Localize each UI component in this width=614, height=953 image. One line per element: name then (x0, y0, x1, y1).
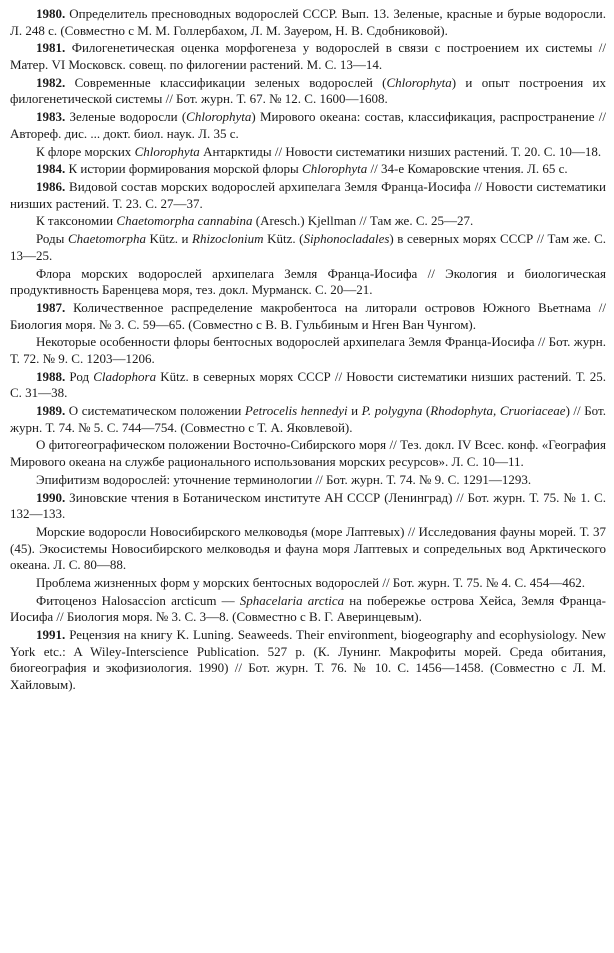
entry-latin-name: Rhodophyta, Cruoriaceae (430, 403, 566, 419)
entry-latin-name: Chlorophyta (134, 143, 200, 159)
bibliography-entry (10, 472, 606, 489)
entry-text: Филогенетическая оценка морфогенеза у водорослей в связи с построением их системы // Матер. VI Московск. совещ. по филогении растений. М. С. 13—14. (10, 40, 606, 72)
entry-text: Kütz. и (145, 231, 193, 247)
bibliography-entry (10, 213, 606, 230)
entry-year: 1989. (36, 403, 66, 419)
entry-text: Kütz. в северных морях СССР // Новости систематики низших растений. Т. 25. С. 31—38. (10, 368, 606, 401)
entry-year: 1980. (36, 6, 66, 21)
bibliography-entry (10, 334, 606, 367)
entry-text: К таксономии (36, 213, 117, 229)
entry-text: К флоре морских (36, 143, 135, 159)
entry-text: Род (65, 368, 94, 384)
bibliography-entry (10, 524, 606, 574)
entry-text: Определитель пресноводных водорослей СССР. Вып. 13. Зеленые, красные и бурые водоросли. Л. 248 с. (Совместно с М. М. Голлербахом, Л. М. Зауером, Н. В. Сдобниковой). (10, 6, 606, 38)
entry-text: (Aresch.) Kjellman // Там же. С. 25—27. (252, 213, 474, 229)
entry-latin-name: Siphonocladales (303, 231, 390, 247)
entry-text: Зеленые водоросли ( (65, 109, 187, 125)
entry-text: Эпифитизм водорослей: уточнение терминологии // Бот. журн. Т. 74. № 9. С. 1291—1293. (36, 471, 532, 487)
entry-text: Морские водоросли Новосибирского мелководья (море Лаптевых) // Исследования фауны морей. Т. 37 (45). Экосистемы Новосибирского мелководья и фауна моря Лаптевых и сопредельных вод Арктического океана. Л. С. 80—88. (10, 524, 606, 573)
bibliography-entry (10, 231, 606, 264)
bibliography-entry (10, 75, 606, 108)
entry-text: на побережье острова Хейса, Земля Франца-Иосифа // Биология моря. № 3. С. 3—8. (Совместно с В. Г. Аверинцевым). (10, 592, 606, 625)
entry-text: Рецензия на книгу K. Luning. Seaweeds. Their environment, biogeography and ecophysiology. New York etc.: A Wiley-Interscience Publication. 527 p. (К. Лунинг. Макрофиты морей. Среда обитания, биогеография и экофизиология. 1990) // Бот. журн. Т. 76. № 10. С. 1456—1458. (Совместно с Л. М. Хайловым). (10, 627, 606, 692)
entry-text: ) Мирового океана: состав, классификация, распространение // Автореф. дис. ... докт. биол. наук. Л. 35 с. (10, 109, 606, 141)
entry-text: Количественное распределение макробентоса на литорали островов Южного Вьетнама // Биология моря. № 3. С. 59—65. (Совместно с В. В. Гульбиным и Нген Ван Чунгом). (10, 299, 606, 332)
entry-text: и (347, 403, 362, 419)
bibliography-entry (10, 179, 606, 212)
entry-text: Некоторые особенности флоры бентосных водорослей архипелага Земля Франца-Иосифа // Бот. журн. Т. 72. № 9. С. 1203—1206. (10, 334, 606, 366)
bibliography-entry (10, 161, 606, 178)
entry-text: Видовой состав морских водорослей архипелага Земля Франца-Иосифа // Новости систематики низших растений. Т. 23. С. 27—37. (10, 179, 606, 211)
entry-year: 1991. (36, 627, 66, 643)
entry-text: Роды (36, 231, 68, 247)
entry-year: 1983. (36, 109, 66, 125)
entry-text: Фитоценоз Halosaccion arcticum — (36, 592, 240, 608)
entry-text: ) и опыт построения их филогенетической системы // Бот. журн. Т. 67. № 12. С. 1600—1608. (10, 74, 606, 107)
entry-text: Зиновские чтения в Ботаническом институте АН СССР (Ленинград) // Бот. журн. Т. 75. № 1. С. 132—133. (10, 489, 606, 522)
entry-text: Современные классификации зеленых водорослей ( (65, 74, 387, 90)
entry-year: 1988. (36, 368, 66, 384)
entry-text: О систематическом положении (65, 403, 245, 419)
entry-year: 1987. (36, 299, 66, 315)
entry-latin-name: Cladophora (93, 368, 157, 384)
entry-text: Проблема жизненных форм у морских бентосных водорослей // Бот. журн. Т. 75. № 4. С. 454—462. (36, 574, 585, 590)
bibliography-entry (10, 144, 606, 161)
entry-text: Kütz. ( (263, 231, 304, 247)
entry-text: Антарктиды // Новости систематики низших растений. Т. 20. С. 10—18. (199, 143, 602, 159)
entry-latin-name: Chaetomorpha (67, 231, 146, 247)
entry-latin-name: Chlorophyta (302, 161, 368, 177)
bibliography-entry (10, 575, 606, 592)
entry-text: К истории формирования морской флоры (65, 161, 303, 177)
bibliography-entry (10, 627, 606, 693)
entry-year: 1990. (36, 489, 66, 505)
bibliography-entry (10, 437, 606, 470)
entry-text: ) в северных морях СССР // Там же. С. 13—25. (10, 231, 606, 263)
bibliography-entry (10, 593, 606, 626)
entry-text: Флора морских водорослей архипелага Земля Франца-Иосифа // Экология и биологическая продуктивность Баренцева моря, тез. докл. Мурманск. С. 20—21. (10, 265, 606, 298)
entry-text: О фитогеографическом положении Восточно-Сибирского моря // Тез. докл. IV Всес. конф. «География Мирового океана на службе рационального использования морских ресурсов». Л. С. 10—11. (10, 437, 606, 470)
entry-text: ( (422, 403, 431, 419)
entry-latin-name: Sphacelaria arctica (239, 592, 345, 608)
entry-latin-name: P. polygyna (361, 403, 423, 419)
entry-year: 1982. (36, 74, 66, 90)
entry-text: ) // Бот. журн. Т. 74. № 5. С. 744—754. (Совместно с Т. А. Яковлевой). (10, 403, 606, 435)
bibliography-entry (10, 6, 606, 39)
bibliography-entry (10, 40, 606, 73)
entry-latin-name: Rhizoclonium (192, 231, 264, 247)
bibliography-entry (10, 403, 606, 436)
entry-latin-name: Chaetomorpha cannabina (116, 213, 253, 229)
entry-latin-name: Chlorophyta (386, 74, 452, 90)
entry-text: // 34-е Комаровские чтения. Л. 65 с. (367, 161, 568, 177)
bibliography-entry (10, 109, 606, 142)
bibliography-entry (10, 369, 606, 402)
bibliography-entry (10, 300, 606, 333)
bibliography-entry (10, 266, 606, 299)
entry-latin-name: Chlorophyta (186, 109, 252, 125)
bibliography-entry (10, 490, 606, 523)
entry-year: 1984. (36, 161, 66, 177)
entry-year: 1986. (36, 179, 66, 195)
entry-year: 1981. (36, 40, 66, 56)
entry-latin-name: Petrocelis hennedyi (244, 403, 348, 419)
